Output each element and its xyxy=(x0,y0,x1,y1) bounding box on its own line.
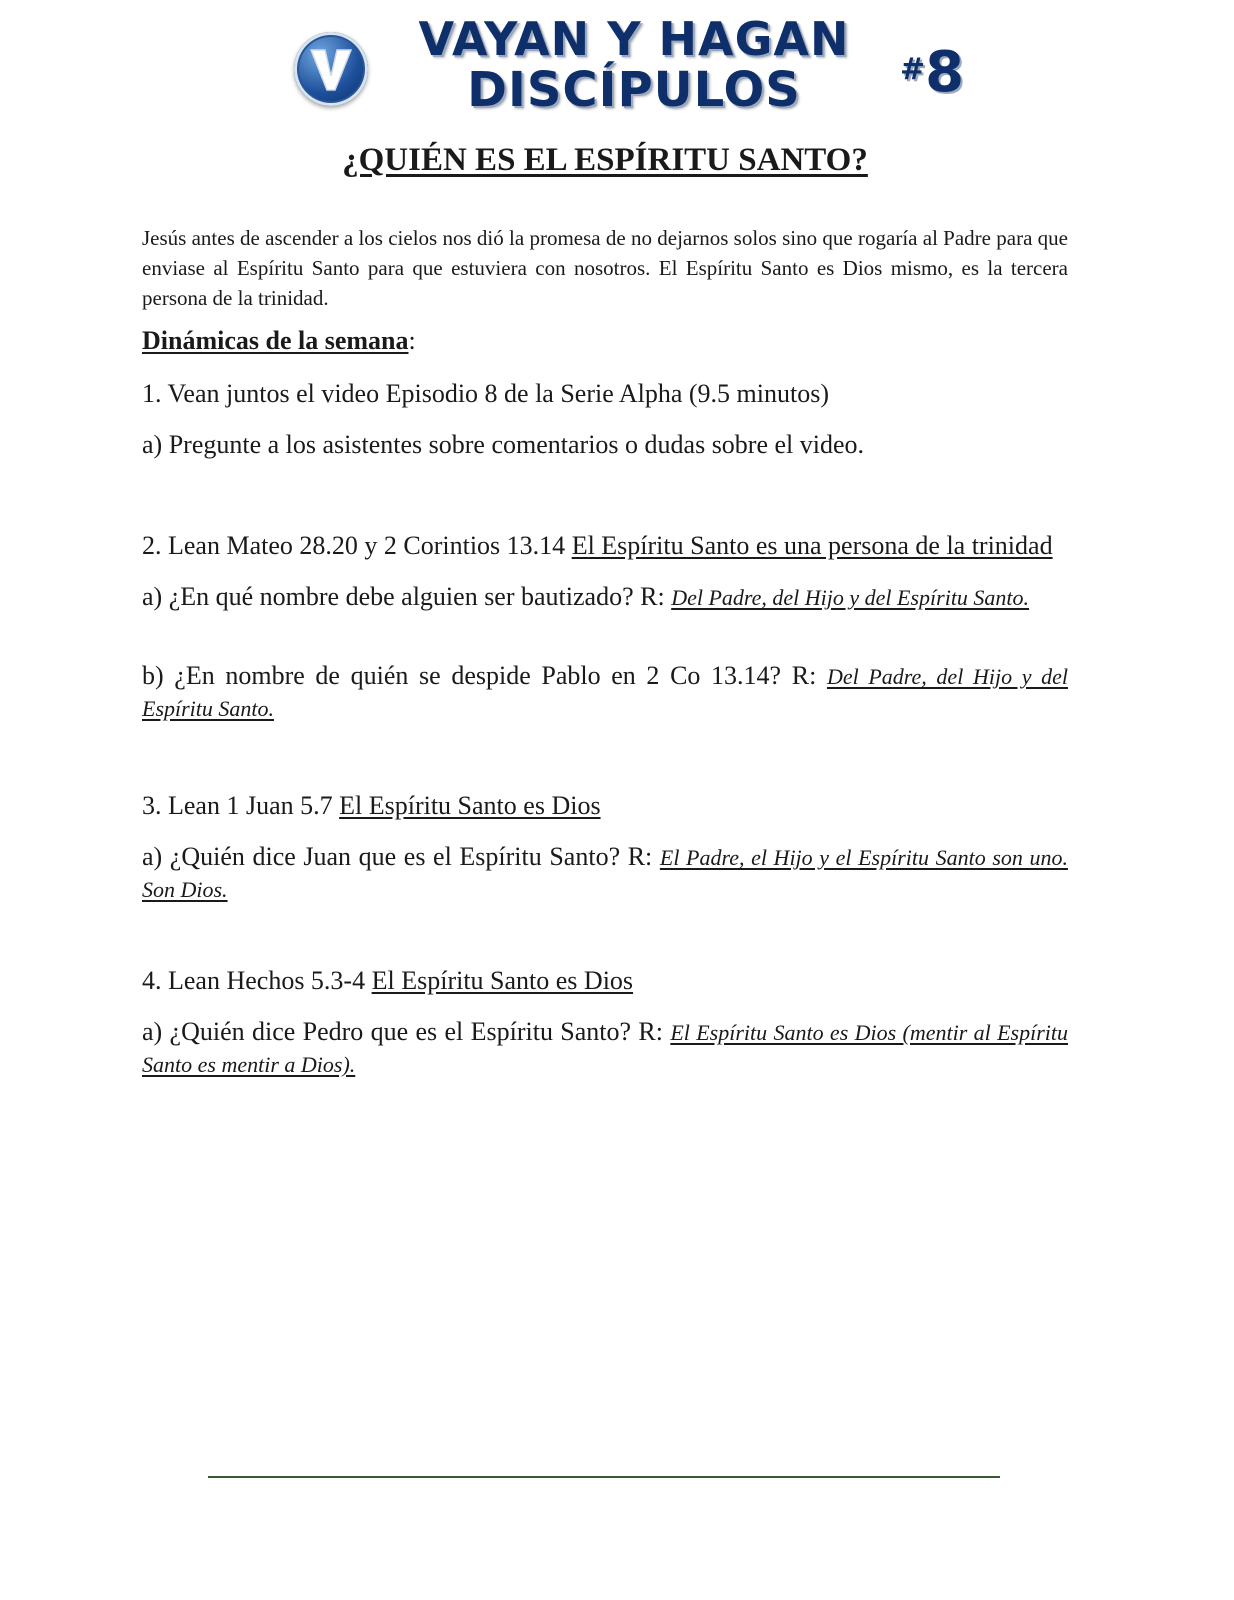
section-3-item-a xyxy=(142,841,1068,905)
logo-title-line2: DISCÍPULOS xyxy=(467,62,801,118)
logo-title-line1: VAYAN Y HAGAN xyxy=(418,12,850,66)
lesson-digit: 8 xyxy=(925,40,965,105)
section-4-question-a: a) ¿Quién dice Pedro que es el Espíritu Santo? R: xyxy=(142,1017,671,1046)
section-3-heading xyxy=(142,790,1068,821)
section-2-question-b: b) ¿En nombre de quién se despide Pablo en 2 Co 13.14? R: xyxy=(142,661,827,690)
dynamics-heading xyxy=(142,326,416,356)
section-4-text: 4. Lean Hechos 5.3-4 xyxy=(142,966,372,995)
section-2-text: 2. Lean Mateo 28.20 y 2 Corintios 13.14 xyxy=(142,531,572,560)
page-title: ¿QUIÉN ES EL ESPÍRITU SANTO? xyxy=(342,142,868,178)
section-1-text: 1. Vean juntos el video Episodio 8 de la Serie Alpha (9.5 minutos) xyxy=(142,379,829,408)
section-3-topic: El Espíritu Santo es Dios xyxy=(339,791,601,820)
section-2-answer-b: Del Padre, del Hijo y del Espíritu Santo. xyxy=(142,664,1068,721)
section-1-heading xyxy=(142,378,1068,409)
intro-paragraph: Jesús antes de ascender a los cielos nos dió la promesa de no dejarnos solos sino que rogaría al Padre para que enviase al Espíritu Santo para que estuviera con nosotros. El Espíritu Santo es Dios mismo, es la tercera persona de la trinidad. xyxy=(142,226,1068,310)
logo-title xyxy=(384,14,884,116)
footer-divider xyxy=(208,1476,1000,1478)
section-4-answer-a: El Espíritu Santo es Dios (mentir al Espíritu Santo es mentir a Dios). xyxy=(142,1020,1068,1077)
lesson-hash: # xyxy=(900,52,926,87)
section-3-text: 3. Lean 1 Juan 5.7 xyxy=(142,791,340,820)
section-1-item-a xyxy=(142,429,1068,460)
section-4-item-a xyxy=(142,1016,1068,1080)
section-2-item-a xyxy=(142,581,1068,613)
v-logo-icon xyxy=(294,32,368,106)
dynamics-heading-text: Dinámicas de la semana xyxy=(142,326,409,355)
section-2-answer-a: Del Padre, del Hijo y del Espíritu Santo. xyxy=(671,585,1030,610)
section-3-question-a: a) ¿Quién dice Juan que es el Espíritu Santo? R: xyxy=(142,842,660,871)
section-3-answer-a: El Padre, el Hijo y el Espíritu Santo son uno. Son Dios. xyxy=(142,845,1068,902)
section-1-question-a: a) Pregunte a los asistentes sobre comentarios o dudas sobre el video. xyxy=(142,430,865,459)
section-2-item-b xyxy=(142,660,1068,724)
dynamics-heading-colon: : xyxy=(408,326,416,355)
section-4-heading xyxy=(142,965,1068,996)
section-2-heading xyxy=(142,530,1068,561)
lesson-number xyxy=(900,40,964,105)
section-2-topic: El Espíritu Santo es una persona de la trinidad xyxy=(571,531,1053,560)
section-4-topic: El Espíritu Santo es Dios xyxy=(371,966,634,995)
section-2-question-a: a) ¿En qué nombre debe alguien ser bautizado? R: xyxy=(142,582,672,611)
header-logo xyxy=(290,14,990,126)
